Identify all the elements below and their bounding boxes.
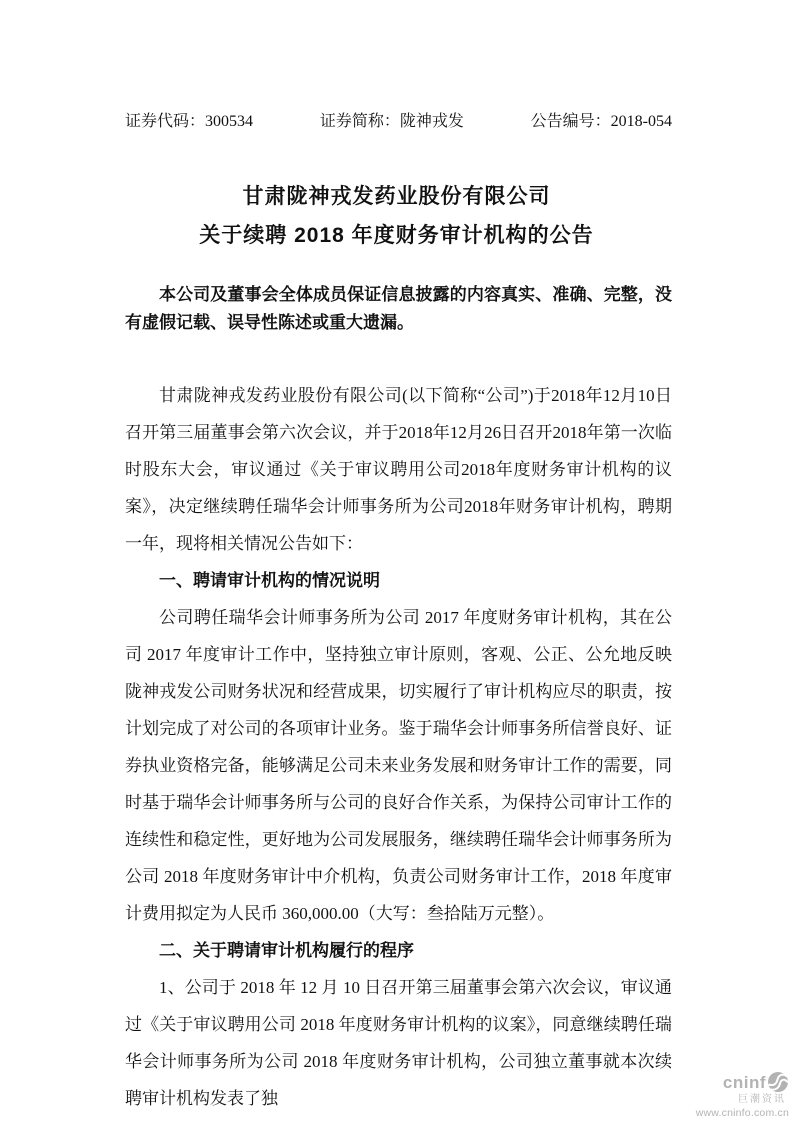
stock-code: 证券代码：300534 — [125, 113, 254, 130]
title-company-name: 甘肃陇神戎发药业股份有限公司 — [242, 185, 551, 208]
stock-short-name: 证券简称：陇神戎发 — [319, 113, 464, 130]
disclaimer-statement: 本公司及董事会全体成员保证信息披露的内容真实、准确、完整，没有虚假记载、误导性陈述或重大遗漏。 — [125, 285, 672, 332]
intro-paragraph: 甘肃陇神戎发药业股份有限公司(以下简称“公司”)于2018年12月10日召开第三届董事会第六次会议，并于2018年12月26日召开2018年第一次临时股东大会，审议通过《关于审议聘用公司2018年度财务审计机构的议案》，决定继续聘任瑞华会计师事务所为公司2018年财务审计机构，聘期一年，现将相关情况公告如下： — [125, 386, 672, 553]
section-1-paragraph: 公司聘任瑞华会计师事务所为公司 2017 年度财务审计机构，其在公司 2017 年度审计工作中，坚持独立审计原则，客观、公正、公允地反映陇神戎发公司财务状况和经营成果，切实履行了审计机构应尽的职责，按计划完成了对公司的各项审计业务。鉴于瑞华会计师事务所信誉良好、证券执业资格完备，能够满足公司未来业务发展和财务审计工作的需要，同时基于瑞华会计师事务所与公司的良好合作关系，为保持公司审计工作的连续性和稳定性，更好地为公司发展服务，继续聘任瑞华会计师事务所为公司 2018 年度财务审计中介机构，负责公司财务审计工作，2018 年度审计费用拟定为人民币 360,000.00（大写：叁拾陆万元整）。 — [125, 608, 672, 923]
cninfo-logo-text: cninf — [722, 1072, 766, 1092]
announcement-number: 公告编号：2018-054 — [530, 113, 672, 130]
document-title — [0, 177, 793, 255]
section-2-heading: 二、关于聘请审计机构履行的程序 — [159, 941, 414, 960]
section-2-item-1-paragraph: 1、公司于 2018 年 12 月 10 日召开第三届董事会第六次会议，审议通过《关于审议聘用公司 2018 年度财务审计机构的议案》，同意继续聘任瑞华会计师事务所为公司 2018 年度财务审计机构，公司独立董事就本次续聘审计机构发表了独 — [125, 978, 672, 1108]
section-1-heading: 一、聘请审计机构的情况说明 — [159, 571, 380, 590]
cninfo-swirl-icon — [767, 1071, 789, 1093]
cninfo-url: www.cninfo.com.cn — [695, 1107, 789, 1119]
cninfo-brand-chinese: 巨潮资讯 — [738, 1094, 786, 1105]
cninfo-watermark — [639, 1071, 789, 1119]
cninfo-logo — [639, 1071, 789, 1093]
title-announcement-subject: 关于续聘 2018 年度财务审计机构的公告 — [199, 224, 594, 247]
document-body — [125, 377, 672, 1117]
document-header — [125, 113, 672, 131]
